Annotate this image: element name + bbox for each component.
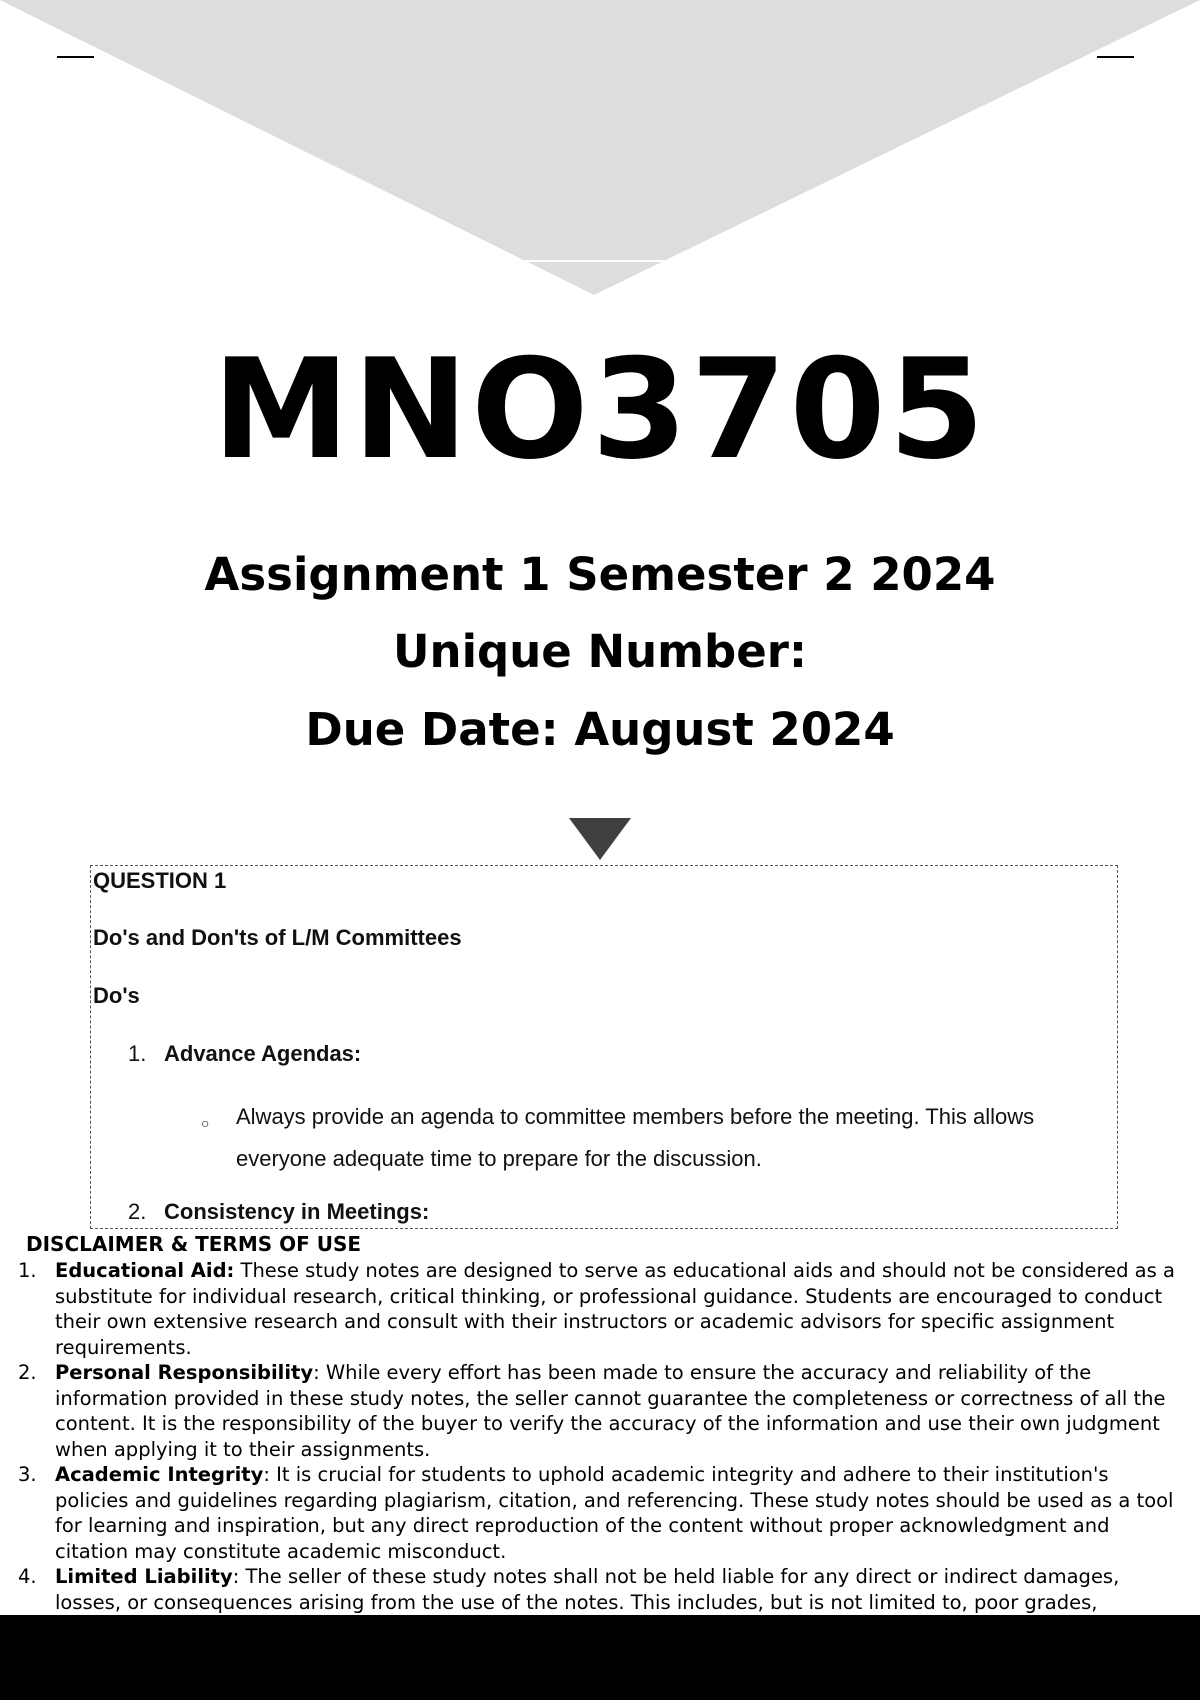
corner-mark-right	[1097, 56, 1134, 58]
bottom-black-bar	[0, 1615, 1200, 1700]
list-item-label: Consistency in Meetings:	[164, 1199, 430, 1224]
cover-chevron-graphic	[0, 0, 1200, 300]
down-triangle-icon	[569, 818, 631, 860]
disclaimer-item-label: Limited Liability	[55, 1565, 233, 1588]
disclaimer-item-number: 3.	[18, 1463, 37, 1486]
section-heading-dos: Do's	[93, 983, 140, 1008]
disclaimer-item-label: Personal Responsibility	[55, 1361, 314, 1384]
course-code-title: MNO3705	[212, 329, 988, 490]
list-item-text: Always provide an agenda to committee members before the meeting. This allows everyone adequate time to prepare for the discussion.	[236, 1104, 1035, 1171]
cover-chevron-shape	[0, 0, 1200, 295]
assignment-label: Assignment 1 Semester 2 2024	[204, 548, 996, 601]
unique-number-label: Unique Number:	[393, 625, 807, 678]
question-title: QUESTION 1	[93, 868, 227, 893]
disclaimer-title: DISCLAIMER & TERMS OF USE	[26, 1232, 362, 1256]
list-item-label: Advance Agendas:	[164, 1041, 362, 1066]
bullet-circle-icon: ○	[201, 1115, 210, 1131]
list-number: 1.	[128, 1041, 147, 1066]
disclaimer-item	[0, 1258, 1185, 1360]
disclaimer-item-text: : The seller of these study notes shall not be held liable for any direct or indirect damages, losses, or consequences arising from the use of the notes. This includes, but is not limited to, poor grades,	[55, 1565, 1120, 1614]
disclaimer-item	[0, 1462, 1185, 1564]
disclaimer-item-text: : While every effort has been made to ensure the accuracy and reliability of the information provided in these study notes, the seller cannot guarantee the completeness or correctness of all the content. It is the responsibility of the buyer to verify the accuracy of the information and use their own judgment when applying it to their assignments.	[55, 1361, 1166, 1461]
question-subtitle: Do's and Don'ts of L/M Committees	[93, 925, 462, 950]
disclaimer-item-label: Educational Aid:	[55, 1259, 235, 1282]
disclaimer-item-number: 2.	[18, 1361, 37, 1384]
corner-mark-left	[57, 56, 94, 58]
disclaimer-list	[0, 1258, 1200, 1615]
disclaimer-item-text: These study notes are designed to serve as educational aids and should not be considered as a substitute for individual research, critical thinking, or professional guidance. Students are encouraged to conduct their own extensive research and consult with their instructors or academic advisors for specific assignment requirements.	[55, 1259, 1175, 1359]
disclaimer-item-number: 1.	[18, 1259, 37, 1282]
list-number: 2.	[128, 1199, 147, 1224]
question-preview-box	[90, 865, 1118, 1229]
disclaimer-item	[0, 1564, 1185, 1615]
disclaimer-item	[0, 1360, 1185, 1462]
disclaimer-item-text: : It is crucial for students to uphold academic integrity and adhere to their institution's policies and guidelines regarding plagiarism, citation, and referencing. These study notes should be used as a tool for learning and inspiration, but any direct reproduction of the content without proper acknowledgment and citation may constitute academic misconduct.	[55, 1463, 1174, 1563]
due-date-label: Due Date: August 2024	[305, 703, 895, 756]
disclaimer-item-number: 4.	[18, 1565, 37, 1588]
disclaimer-item-label: Academic Integrity	[55, 1463, 264, 1486]
